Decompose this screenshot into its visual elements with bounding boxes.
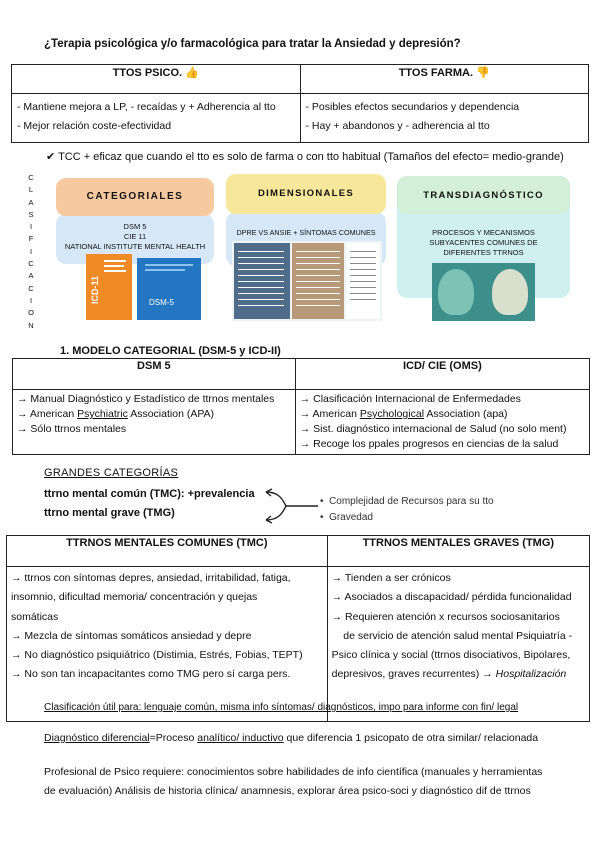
- tmc-line: → ttrnos con síntomas depres, ansiedad, irritabilidad, fatiga,: [11, 572, 291, 584]
- psico-line: - Mantiene mejora a LP, - recaídas y + Adherencia al tto: [17, 101, 276, 113]
- dsm-line: → American Psychiatric Association (APA): [17, 408, 215, 420]
- bullet-item: • Gravedad: [320, 512, 373, 523]
- icd-line: → Sist. diagnóstico internacional de Salud (no solo ment): [299, 423, 567, 435]
- dsm-icd-table: [12, 358, 590, 455]
- tmg-label: ttrno mental grave (TMG): [44, 507, 175, 519]
- categoriales-text: DSM 5 CIE 11 NATIONAL INSTITUTE MENTAL HEALTH: [64, 222, 206, 251]
- transdiagnostic-image: [432, 263, 535, 321]
- tmg-line: de servicio de atención salud mental Psiquiatría -: [331, 629, 573, 642]
- dimensionales-text: DPRE VS ANSIE + SÍNTOMAS COMUNES: [236, 228, 376, 237]
- page-title: ¿Terapia psicológica y/o farmacológica para tratar la Ansiedad y depresión?: [44, 38, 461, 50]
- tmc-line: → No diagnóstico psiquiátrico (Distimia, Estrés, Fobias, TEPT): [11, 649, 303, 662]
- tcc-note: ✔ TCC + eficaz que cuando el tto es solo de farma o con tto habitual (Tamaños del efecto= medio-grande): [46, 151, 564, 163]
- dimensional-chart-image: [232, 241, 382, 321]
- tmc-line: somáticas: [11, 610, 59, 623]
- comparison-table: [11, 64, 589, 143]
- tmc-line: → No son tan incapacitantes como TMG pero sí carga pers.: [11, 668, 291, 681]
- bullet-item: • Complejidad de Recursos para su tto: [320, 496, 494, 507]
- icd-header: ICD/ CIE (OMS): [295, 359, 589, 390]
- farma-line: - Hay + abandonos y - adherencia al tto: [305, 120, 490, 132]
- tmg-line: depresivos, graves recurrentes) → Hospitalización: [331, 668, 567, 681]
- farma-header: TTOS FARMA. 👎: [300, 65, 589, 94]
- brace-arrows-icon: [262, 488, 320, 524]
- card-categoriales-header: CATEGORIALES: [56, 178, 214, 216]
- dsm-line: → Sólo ttrnos mentales: [17, 423, 127, 435]
- tmc-label: ttrno mental común (TMC): +prevalencia: [44, 488, 255, 500]
- dsm-header: DSM 5: [13, 359, 296, 390]
- tmc-header: TTRNOS MENTALES COMUNES (TMC): [7, 536, 328, 567]
- tmg-line: → Tienden a ser crónicos: [331, 572, 451, 584]
- icd-line: → Clasificación Internacional de Enfermedades: [299, 393, 521, 405]
- vertical-label: C L A S I F I C A C I O N: [28, 173, 34, 330]
- tmg-line: Psico clínica y social (ttrnos disociativos, Bipolares,: [331, 649, 571, 662]
- grandes-heading: GRANDES CATEGORÍAS: [44, 467, 179, 479]
- clasificacion-util-note: Clasificación útil para: lenguaje común, misma info síntomas/ diagnósticos, impo para informe con fin/ legal: [44, 702, 519, 713]
- tmg-header: TTRNOS MENTALES GRAVES (TMG): [327, 536, 589, 567]
- ttrnos-table: [6, 535, 590, 722]
- diagnostico-diferencial: Diagnóstico diferencial=Proceso analítico/ inductivo que diferencia 1 psicopato de otra similar/ relacionada: [44, 732, 539, 744]
- farma-line: - Posibles efectos secundarios y dependencia: [305, 101, 520, 113]
- psico-header: TTOS PSICO. 👍: [12, 65, 301, 94]
- psico-line: - Mejor relación coste-efectividad: [17, 120, 172, 132]
- section-title: 1. MODELO CATEGORIAL (DSM-5 y ICD-II): [60, 345, 281, 357]
- icd-line: → American Psychological Association (apa): [299, 408, 508, 420]
- profesional-paragraph: Profesional de Psico requiere: conocimientos sobre habilidades de info científica (manuales y herramientas de evaluación) Análisis de historia clínica/ anamnesis, explorar área psico-soci y diagnóstico dif de ttrnos: [44, 766, 543, 797]
- card-transdiagnostico-header: TRANSDIAGNÓSTICO: [397, 176, 570, 214]
- dsm-line: → Manual Diagnóstico y Estadístico de ttrnos mentales: [17, 393, 275, 405]
- card-dimensionales-header: DIMENSIONALES: [226, 174, 386, 214]
- tmc-line: insomnio, dificultad memoria/ concentración y quejas: [11, 591, 258, 604]
- tmg-line: → Requieren atención x recursos sociosanitarios: [331, 610, 560, 623]
- icd-line: → Recoge los ppales progresos en ciencias de la salud: [299, 438, 559, 450]
- icd-book-image: ICD-11: [86, 254, 132, 320]
- tmg-line: → Asociados a discapacidad/ pérdida funcionalidad: [331, 591, 572, 604]
- dsm-book-image: DSM-5: [137, 258, 201, 320]
- tmc-line: → Mezcla de síntomas somáticos ansiedad y depre: [11, 629, 252, 642]
- transdiagnostico-text: PROCESOS Y MECANISMOS SUBYACENTES COMUNES DE DIFERENTES TTRNOS: [429, 228, 538, 257]
